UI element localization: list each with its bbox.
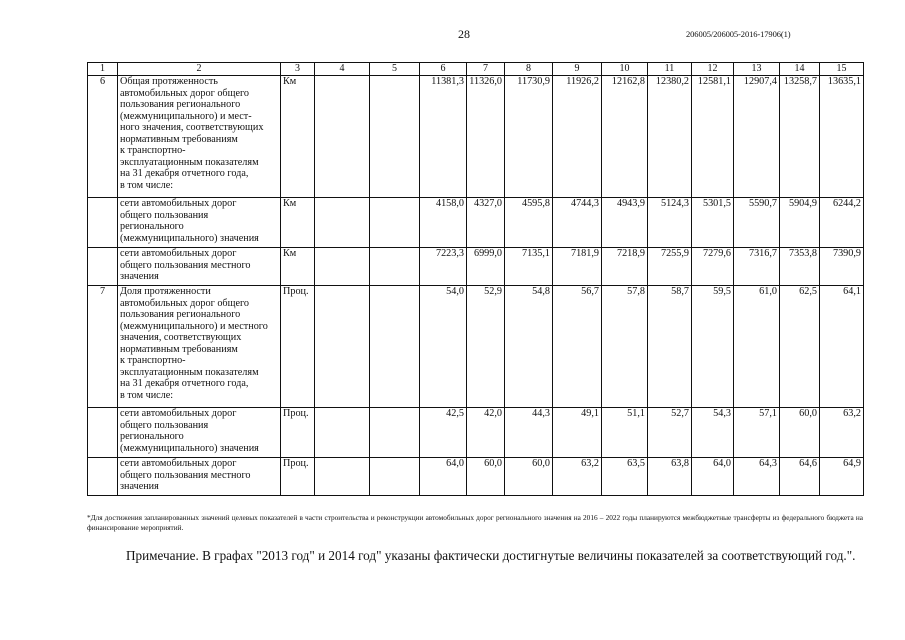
empty-cell [370,458,420,496]
indicator-name-line: эксплуатационным показателям [120,156,259,168]
unit-cell: Км [281,76,315,198]
empty-cell [370,76,420,198]
value-cell: 63,5 [602,458,648,496]
table-row [88,408,864,458]
indicator-name-line: пользования регионального [120,309,241,320]
indicator-name-line: ного значения, соответствующих [120,122,264,133]
column-number-cell: 15 [820,63,864,76]
value-cell: 57,8 [602,286,648,408]
empty-cell [370,408,420,458]
empty-cell [315,458,370,496]
indicator-name-line: регионального [120,221,184,232]
column-number-cell: 9 [553,63,602,76]
row-number-cell [88,198,118,248]
value-cell: 11381,3 [420,76,467,198]
empty-cell [370,198,420,248]
value-cell: 63,2 [553,458,602,496]
value-cell: 13258,7 [780,76,820,198]
value-cell: 57,1 [734,408,780,458]
value-cell: 4943,9 [602,198,648,248]
value-cell: 11926,2 [553,76,602,198]
value-cell: 5904,9 [780,198,820,248]
indicator-name-line: к транспортно- [120,145,186,156]
indicator-name-line: к транспортно- [120,355,186,366]
value-cell: 12380,2 [648,76,692,198]
value-cell: 59,5 [692,286,734,408]
unit-cell: Проц. [281,286,315,408]
indicator-name-line: сети автомобильных дорог [120,248,237,259]
value-cell: 7255,9 [648,248,692,286]
column-number-cell: 5 [370,63,420,76]
column-number-cell: 3 [281,63,315,76]
indicator-name-line: автомобильных дорог общего [120,297,249,309]
table-row [88,198,864,248]
value-cell: 60,0 [780,408,820,458]
indicator-name-line: автомобильных дорог общего [120,87,249,99]
value-cell: 54,3 [692,408,734,458]
indicator-name-line: на 31 декабря отчетного года, [120,378,249,389]
value-cell: 54,8 [505,286,553,408]
indicator-name-line: в том числе: [120,179,174,191]
column-number-cell: 12 [692,63,734,76]
column-number-cell: 14 [780,63,820,76]
row-number-cell [88,458,118,496]
row-number-cell [88,248,118,286]
value-cell: 7223,3 [420,248,467,286]
column-number-cell: 11 [648,63,692,76]
value-cell: 6244,2 [820,198,864,248]
table-row [88,286,864,408]
empty-cell [315,198,370,248]
value-cell: 7316,7 [734,248,780,286]
value-cell: 4158,0 [420,198,467,248]
value-cell: 64,3 [734,458,780,496]
table-row [88,248,864,286]
indicator-name-line: (межмуниципального) и мест- [120,110,252,122]
indicator-name-line: общего пользования местного [120,259,251,271]
indicator-name-line: общего пользования [120,419,209,431]
indicator-name-line: на 31 декабря отчетного года, [120,168,249,179]
value-cell: 11326,0 [467,76,505,198]
unit-cell: Км [281,248,315,286]
value-cell: 44,3 [505,408,553,458]
value-cell: 64,9 [820,458,864,496]
value-cell: 64,0 [692,458,734,496]
indicator-name-line: регионального [120,431,184,442]
value-cell: 5590,7 [734,198,780,248]
value-cell: 7181,9 [553,248,602,286]
table-row [88,458,864,496]
value-cell: 62,5 [780,286,820,408]
indicator-name-line: Доля протяженности [120,286,211,297]
value-cell: 11730,9 [505,76,553,198]
value-cell: 49,1 [553,408,602,458]
value-cell: 12162,8 [602,76,648,198]
column-number-row [88,63,864,76]
indicator-name-line: сети автомобильных дорог [120,458,237,469]
column-number-cell: 4 [315,63,370,76]
indicator-name-line: значения [120,271,159,282]
indicator-name-line: в том числе: [120,389,174,401]
value-cell: 7218,9 [602,248,648,286]
value-cell: 12907,4 [734,76,780,198]
unit-cell: Км [281,198,315,248]
unit-cell: Проц. [281,408,315,458]
column-number-cell: 1 [88,63,118,76]
value-cell: 5124,3 [648,198,692,248]
value-cell: 63,8 [648,458,692,496]
footnote: *Для достижения запланированных значений целевых показателей в части строительства и реконструкции автомобильных дорог регионального значения на 2016 – 2022 годы планируются межбюджетные трансферты из федерального бюджета на финансирование мероприятий. [87,513,863,532]
indicator-name-cell [118,248,281,286]
indicator-name-line: пользования регионального [120,99,241,110]
empty-cell [370,248,420,286]
value-cell: 4327,0 [467,198,505,248]
indicator-name-line: нормативным требованиям [120,343,238,355]
indicator-name-line: значения [120,481,159,492]
value-cell: 7390,9 [820,248,864,286]
indicator-name-line: (межмуниципального) значения [120,442,259,454]
indicator-name-cell [118,286,281,408]
value-cell: 7135,1 [505,248,553,286]
value-cell: 42,0 [467,408,505,458]
column-number-cell: 2 [118,63,281,76]
value-cell: 42,5 [420,408,467,458]
empty-cell [315,408,370,458]
empty-cell [315,248,370,286]
document-code: 206005/206005-2016-17906(1) [686,29,791,39]
row-number-cell: 7 [88,286,118,408]
value-cell: 52,9 [467,286,505,408]
indicator-name-line: Общая протяженность [120,76,218,87]
indicator-name-cell [118,458,281,496]
value-cell: 4595,8 [505,198,553,248]
row-number-cell: 6 [88,76,118,198]
value-cell: 7353,8 [780,248,820,286]
indicator-name-line: значения, соответствующих [120,332,242,343]
value-cell: 60,0 [467,458,505,496]
indicator-name-cell [118,198,281,248]
indicator-name-cell [118,408,281,458]
indicator-name-line: сети автомобильных дорог [120,408,237,419]
value-cell: 64,1 [820,286,864,408]
empty-cell [370,286,420,408]
indicator-name-cell [118,76,281,198]
note: Примечание. В графах "2013 год" и 2014 год" указаны фактически достигнутые величины показателей за соответствующий год.". [126,548,856,563]
value-cell: 58,7 [648,286,692,408]
value-cell: 12581,1 [692,76,734,198]
indicator-name-line: (межмуниципального) значения [120,232,259,244]
indicator-name-line: общего пользования [120,209,209,221]
column-number-cell: 6 [420,63,467,76]
value-cell: 64,6 [780,458,820,496]
value-cell: 52,7 [648,408,692,458]
value-cell: 63,2 [820,408,864,458]
value-cell: 56,7 [553,286,602,408]
empty-cell [315,76,370,198]
indicator-name-line: (межмуниципального) и местного [120,320,268,332]
value-cell: 4744,3 [553,198,602,248]
value-cell: 54,0 [420,286,467,408]
value-cell: 13635,1 [820,76,864,198]
empty-cell [315,286,370,408]
value-cell: 51,1 [602,408,648,458]
indicator-name-line: общего пользования местного [120,469,251,481]
value-cell: 64,0 [420,458,467,496]
indicators-table [87,62,864,496]
indicator-name-line: сети автомобильных дорог [120,198,237,209]
value-cell: 61,0 [734,286,780,408]
column-number-cell: 13 [734,63,780,76]
row-number-cell [88,408,118,458]
unit-cell: Проц. [281,458,315,496]
table-row [88,76,864,198]
value-cell: 5301,5 [692,198,734,248]
column-number-cell: 7 [467,63,505,76]
value-cell: 7279,6 [692,248,734,286]
column-number-cell: 10 [602,63,648,76]
indicator-name-line: эксплуатационным показателям [120,366,259,378]
value-cell: 60,0 [505,458,553,496]
indicator-name-line: нормативным требованиям [120,133,238,145]
column-number-cell: 8 [505,63,553,76]
page-number: 28 [458,27,470,41]
value-cell: 6999,0 [467,248,505,286]
